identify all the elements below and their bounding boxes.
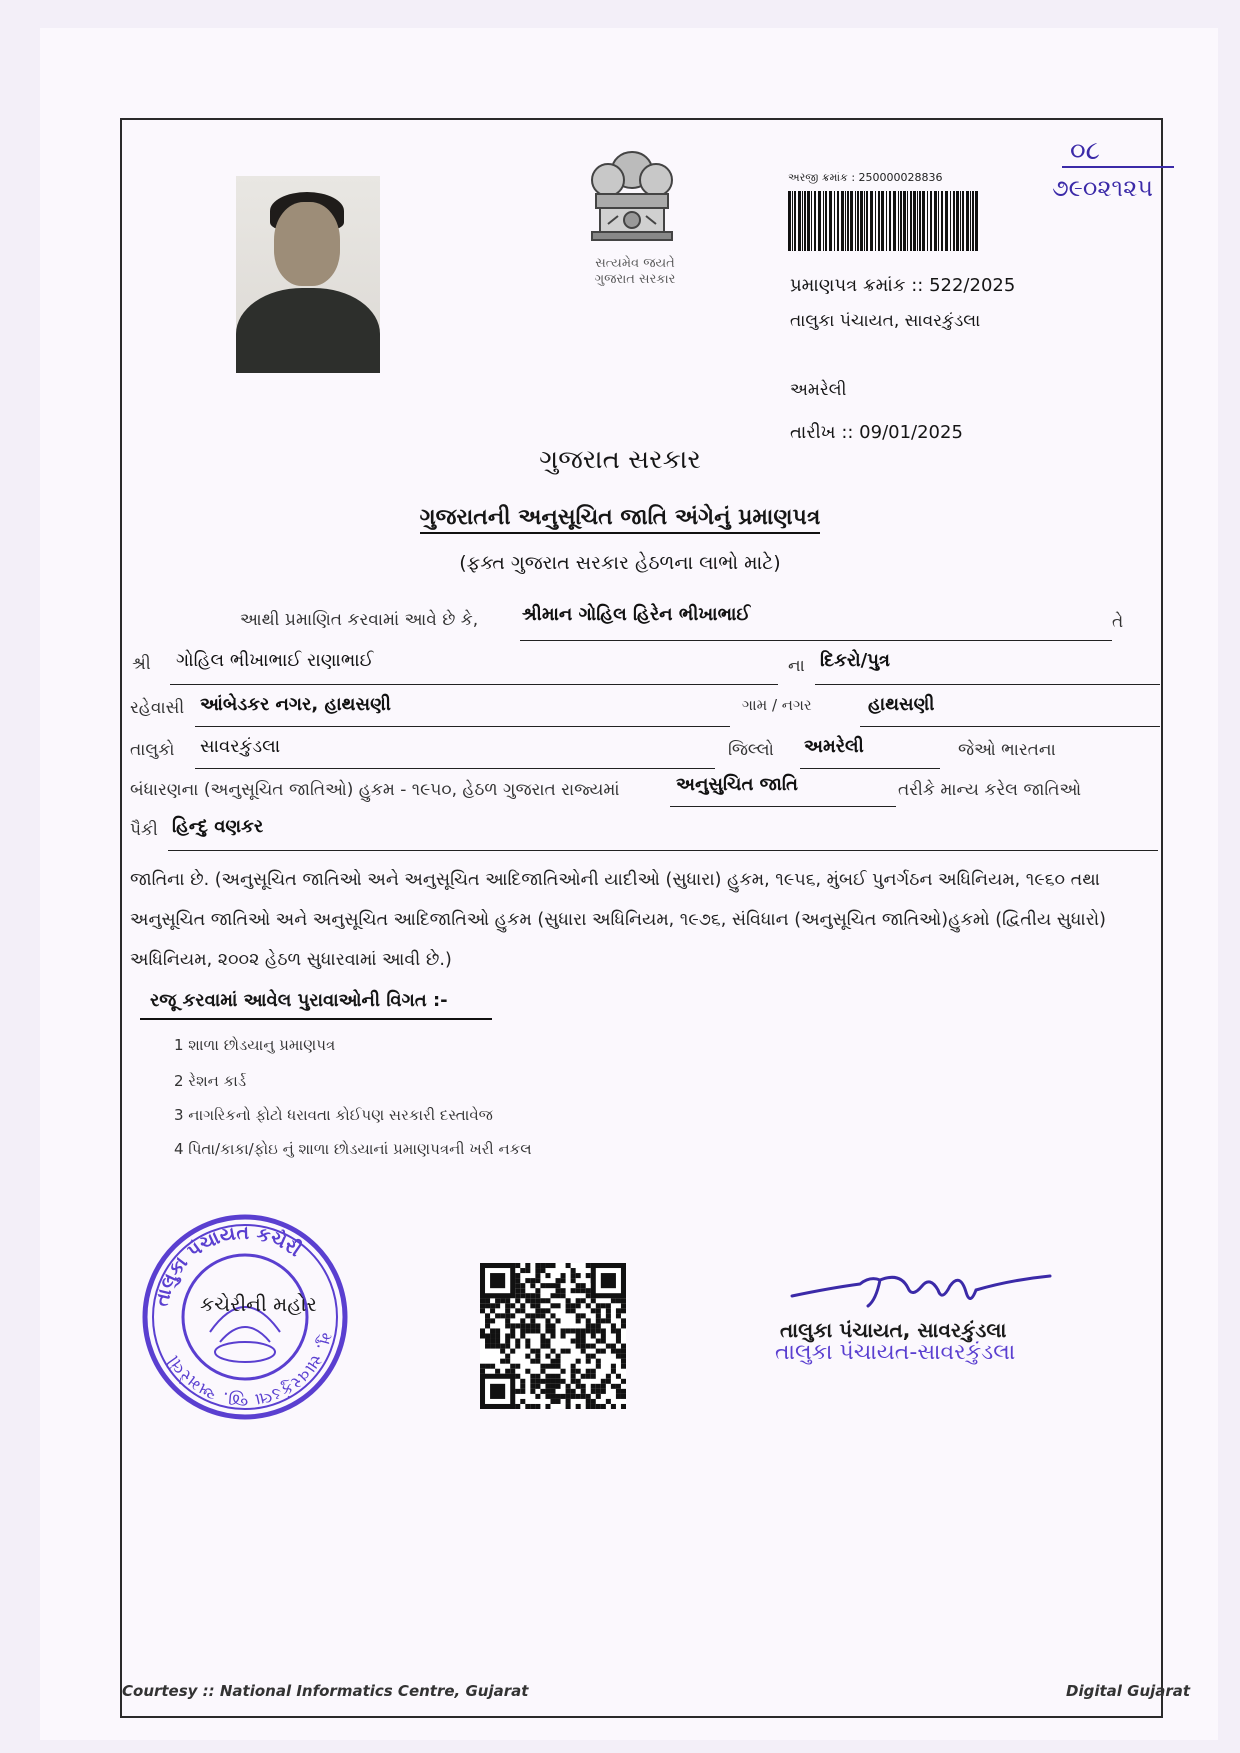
relation-line — [815, 684, 1160, 685]
document-item: 2 રેશન કાર્ડ — [174, 1072, 247, 1090]
handwritten-number-bottom: ૭૯૦૨૧૨૫ — [1052, 174, 1154, 202]
who-india-text: જેઓ ભારતના — [958, 740, 1056, 760]
father-name: ગોહિલ ભીખાભાઈ રાણાભાઈ — [176, 650, 374, 671]
constitution-text: બંધારણના (અનુસૂચિત જાતિઓ) હુકમ - ૧૯૫૦, હેઠળ ગુજરાત રાજ્યમાં — [130, 780, 620, 800]
footer-courtesy: Courtesy :: National Informatics Centre, Gujarat — [122, 1682, 529, 1700]
document-item: 4 પિતા/કાકા/ફોઇ નું શાળા છોડયાનાં પ્રમાણપત્રની ખરી નકલ — [174, 1140, 532, 1158]
svg-text:મુ. સાવરકુંડલા જી. અમરેલી: મુ. સાવરકુંડલા જી. અમરેલી — [163, 1330, 337, 1411]
certificate-title: ગુજરાતની અનુસૂચિત જાતિ અંગેનું પ્રમાણપત્ર — [0, 505, 1240, 530]
caste-line — [168, 850, 1158, 851]
footer-brand: Digital Gujarat — [1066, 1682, 1191, 1700]
seal-label: કચેરીની મહોર — [200, 1292, 317, 1316]
legal-text-line-3: અધિનિયમ, ૨૦૦૨ હેઠળ સુધારવામાં આવી છે.) — [130, 950, 452, 970]
officer-stamp: તાલુકા પંચાયત-સાવરકુંડલા — [775, 1340, 1016, 1365]
shri-label: શ્રી — [132, 654, 151, 674]
na-label: ના — [788, 656, 805, 676]
address: આંબેડકર નગર, હાથસણી — [200, 694, 391, 715]
issuing-office: તાલુકા પંચાયત, સાવરકુંડલા — [790, 311, 981, 331]
father-name-line — [170, 684, 778, 685]
among-label: પૈકી — [130, 820, 158, 840]
officer-signature — [790, 1266, 1052, 1314]
office-seal-icon — [140, 1212, 350, 1422]
barcode — [788, 191, 980, 251]
legal-text-line-1: જાતિના છે. (અનુસૂચિત જાતિઓ અને અનુસૂચિત આદિજાતિઓની યાદીઓ (સુધારા) હુકમ, ૧૯૫૬, મુંબઈ પુનર્ગઠન અધિનિયમ, ૧૯૬૦ તથા — [130, 870, 1100, 890]
applicant-name: શ્રીમાન ગોહિલ હિરેન ભીખાભાઈ — [522, 604, 751, 625]
certificate-subtitle: (ફક્ત ગુજરાત સરકાર હેઠળના લાભો માટે) — [459, 552, 781, 574]
svg-text:તાલુકા પંચાયત કચેરી: તાલુકા પંચાયત કચેરી — [150, 1221, 306, 1309]
caste: હિન્દુ વણકર — [172, 816, 264, 837]
address-line — [195, 726, 730, 727]
relation: દિકરો/પુત્ર — [820, 650, 890, 671]
documents-heading: રજૂ કરવામાં આવેલ પુરાવાઓની વિગત :- — [150, 990, 448, 1011]
applicant-name-line — [520, 640, 1112, 641]
emblem-motto: સત્યમેવ જયતે — [595, 256, 675, 271]
handwritten-number-top: ૦૮ — [1070, 136, 1100, 166]
legal-text-line-2: અનુસૂચિત જાતિઓ અને અનુસૂચિત આદિજાતિઓ હુકમ (સુધારા અધિનિયમ, ૧૯૭૬, સંવિધાન (અનુસૂચિત જાતિઓ)હુકમો (દ્વિતીય સુધારો) — [130, 910, 1106, 930]
emblem-caption: ગુજરાત સરકાર — [594, 272, 676, 287]
officer-designation: તાલુકા પંચાયત, સાવરકુંડલા — [780, 1318, 1007, 1342]
taluka-line — [195, 768, 715, 769]
category-line — [670, 806, 896, 807]
category: અનુસુચિત જાતિ — [676, 774, 798, 795]
resident-label: રહેવાસી — [130, 698, 185, 718]
qr-code — [480, 1262, 626, 1410]
district-label: જિલ્લો — [728, 740, 774, 760]
document-item: 1 શાળા છોડયાનુ પ્રમાણપત્ર — [174, 1036, 336, 1054]
certificate-number: પ્રમાણપત્ર ક્રમાંક :: 522/2025 — [790, 275, 1016, 296]
village: હાથસણી — [868, 694, 935, 715]
handwritten-underline — [1062, 166, 1174, 168]
document-item: 3 નાગરિકનો ફોટો ધરાવતા કોઈપણ સરકારી દસ્તાવેજ — [174, 1106, 493, 1124]
application-number: અરજી ક્રમાંક : 250000028836 — [788, 171, 943, 184]
issuing-district: અમરેલી — [790, 380, 847, 400]
suffix-te: તે — [1112, 612, 1124, 632]
recognized-text: તરીકે માન્ય કરેલ જાતિઓ — [898, 780, 1082, 800]
documents-heading-underline — [140, 1018, 492, 1020]
district: અમરેલી — [804, 736, 864, 757]
intro-label: આથી પ્રમાણિત કરવામાં આવે છે કે, — [240, 610, 479, 630]
district-line — [800, 768, 940, 769]
taluka: સાવરકુંડલા — [200, 736, 281, 757]
government-title: ગુજરાત સરકાર — [539, 445, 701, 475]
taluka-label: તાલુકો — [130, 740, 175, 760]
issue-date: તારીખ :: 09/01/2025 — [790, 422, 963, 443]
applicant-photo — [236, 176, 380, 373]
ashoka-emblem-icon — [578, 142, 686, 254]
village-line — [860, 726, 1160, 727]
village-label: ગામ / નગર — [742, 696, 812, 714]
